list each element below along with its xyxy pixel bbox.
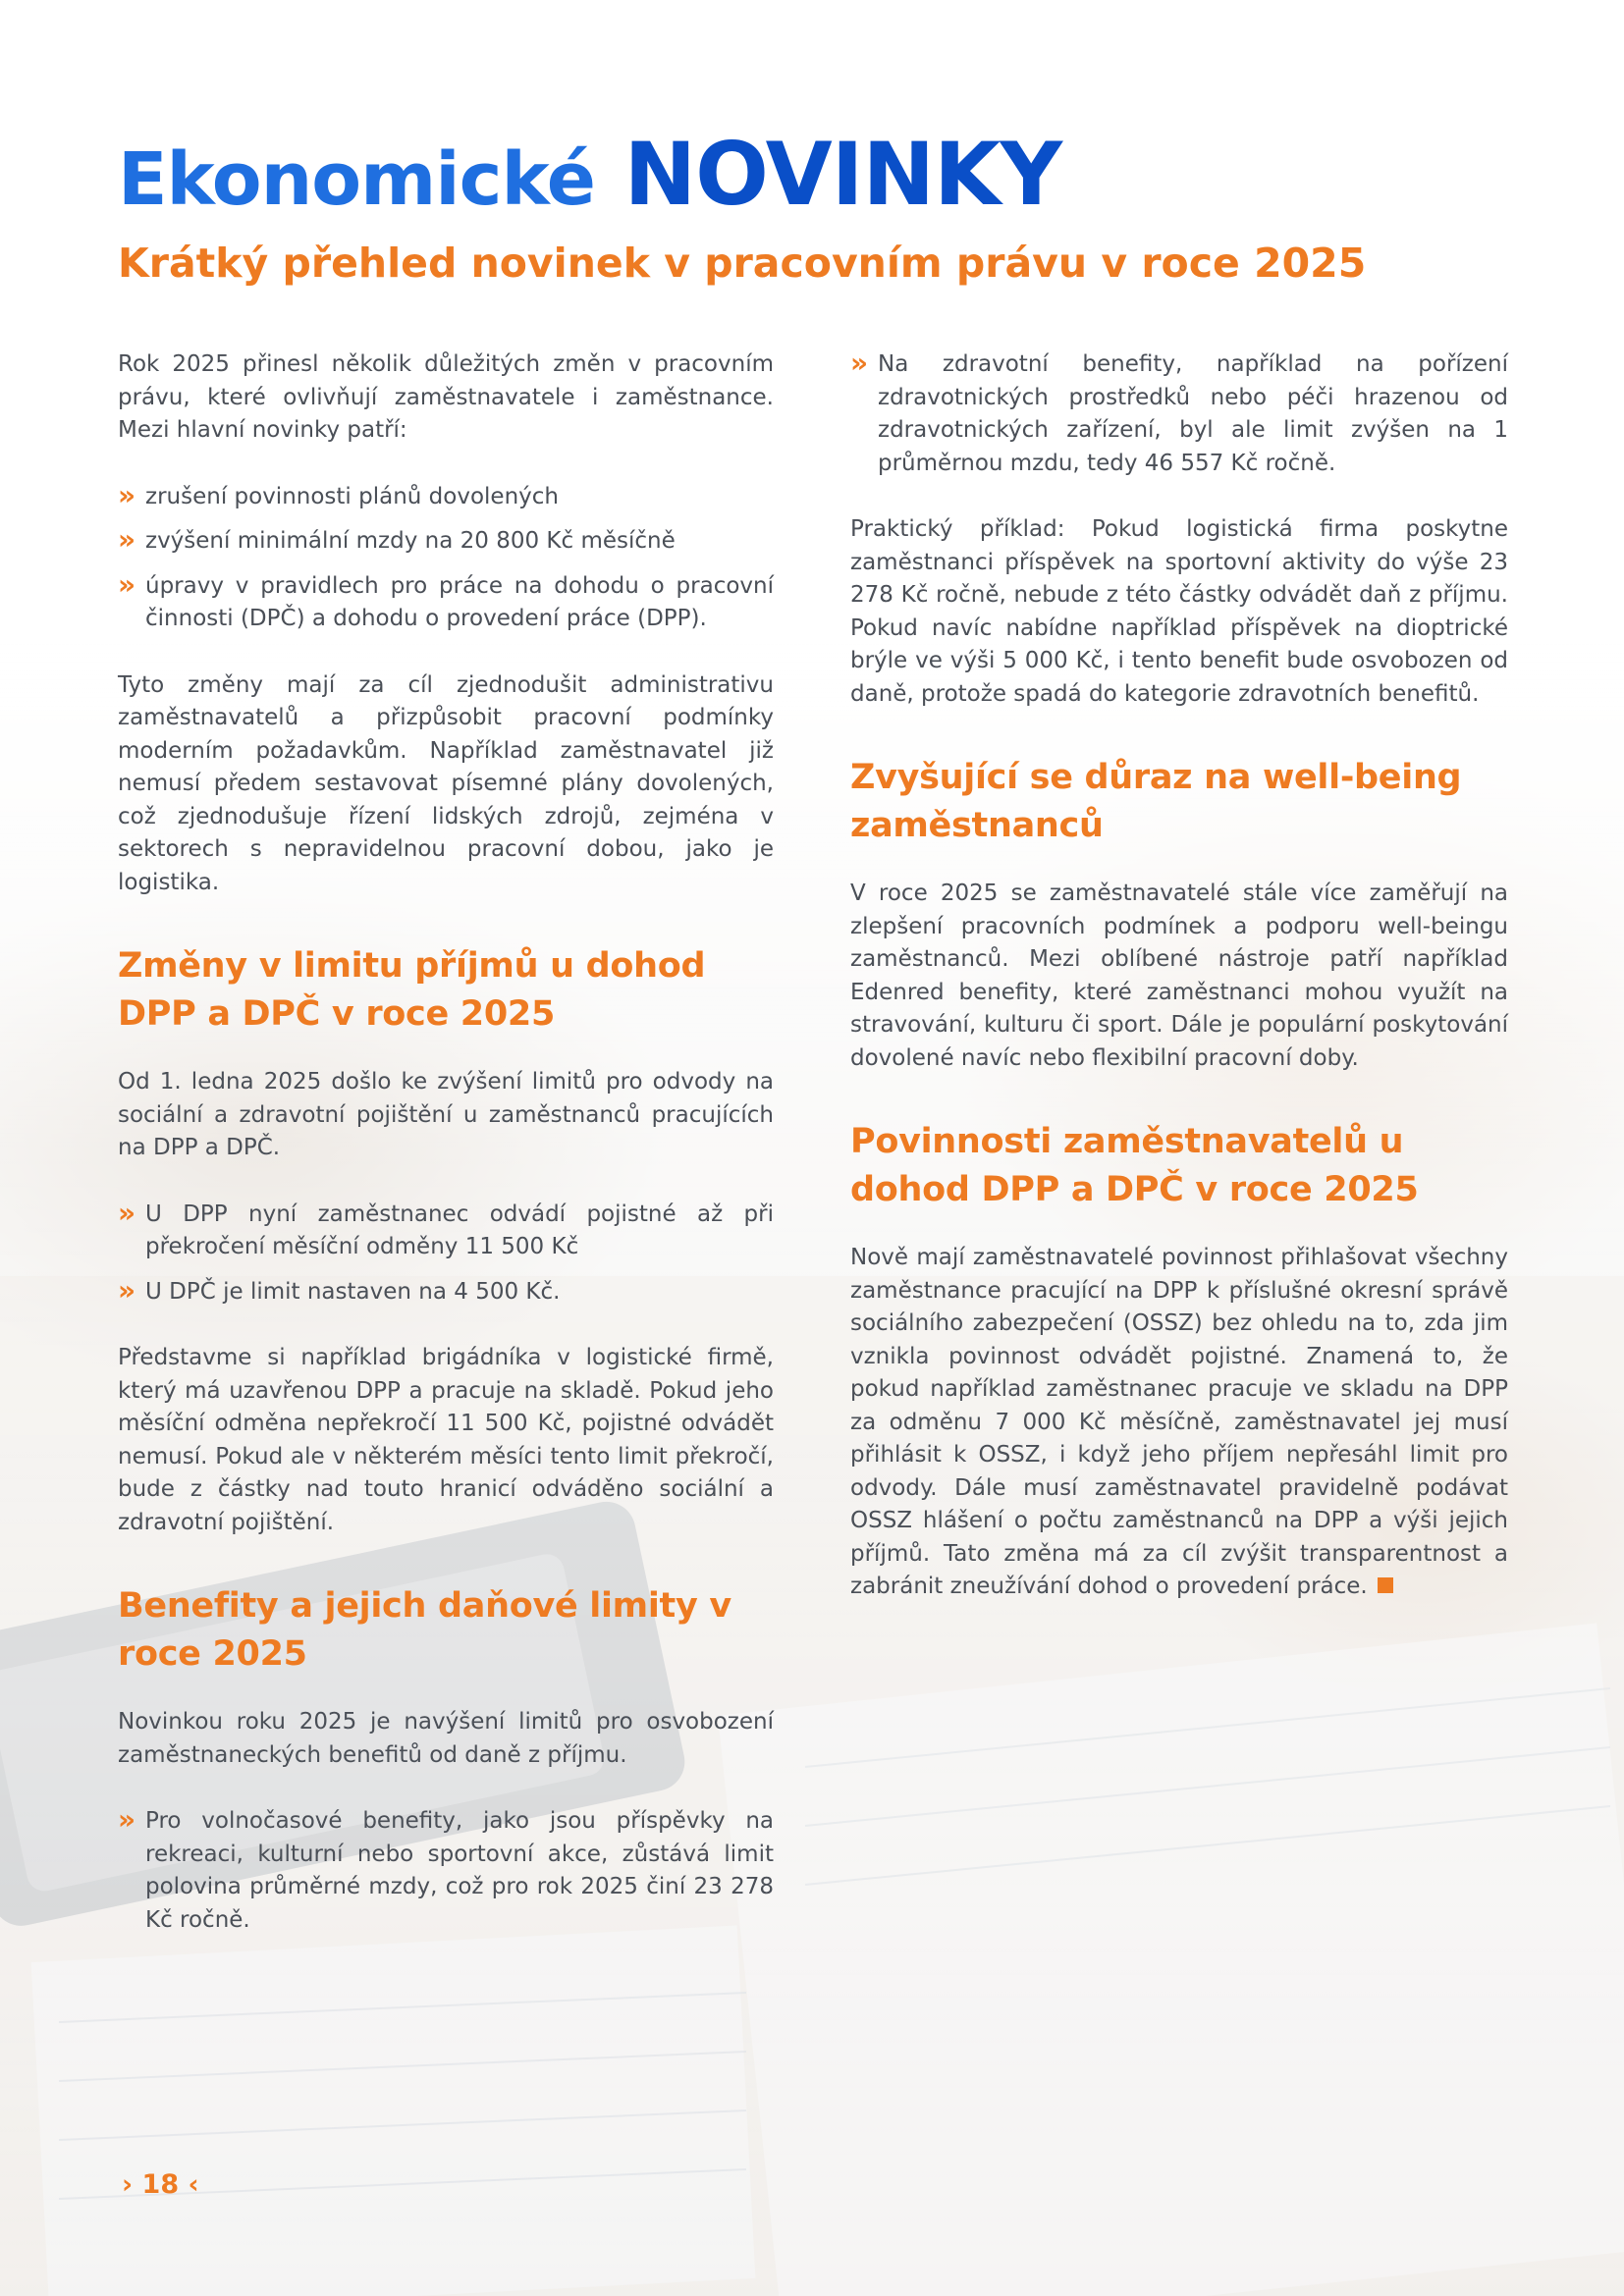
left-column bbox=[118, 348, 774, 1937]
page-subtitle: Krátký přehled novinek v pracovním právu v roce 2025 bbox=[118, 240, 1367, 287]
list-item-text: zvýšení minimální mzdy na 20 800 Kč měsíčně bbox=[145, 528, 676, 554]
chevron-bullet-icon: » bbox=[850, 347, 869, 379]
paragraph: V roce 2025 se zaměstnavatelé stále více zaměřují na zlepšení pracovních podmínek a podporu well-beingu zaměstnanců. Mezi oblíbené nástroje patří například Edenred benefity, které zaměstnanci mohou využít na stravování, kulturu či sport. Dále je populární poskytování dovolené navíc nebo flexibilní pracovní doby. bbox=[850, 881, 1508, 1071]
list-item bbox=[118, 525, 774, 559]
benefit-bullet-list bbox=[118, 1805, 774, 1937]
title-part-1: Ekonomické bbox=[118, 137, 595, 222]
paragraph: Novinkou roku 2025 je navýšení limitů pro osvobození zaměstnaneckých benefitů od daně z příjmu. bbox=[118, 1709, 774, 1768]
section-heading: Změny v limitu příjmů u dohod DPP a DPČ v roce 2025 bbox=[118, 946, 706, 1034]
paragraph bbox=[850, 1242, 1508, 1604]
chevron-bullet-icon: » bbox=[118, 523, 136, 556]
list-item bbox=[118, 1805, 774, 1937]
list-item-text: Na zdravotní benefity, například na pořízení zdravotnických prostředků nebo péči hrazenou od zdravotnických zařízení, byl ale limit zvýšen na 1 průměrnou mzdu, tedy 46 557 Kč ročně. bbox=[878, 351, 1508, 476]
list-item-text: zrušení povinnosti plánů dovolených bbox=[145, 483, 559, 509]
list-item bbox=[118, 1196, 774, 1264]
chevron-bullet-icon: » bbox=[118, 1196, 136, 1229]
list-item bbox=[850, 348, 1508, 480]
paragraph-text: Nově mají zaměstnavatelé povinnost přihlašovat všechny zaměstnance pracující na DPP k příslušné okresní správě sociálního zabezpečení (OSSZ) bez ohledu na to, zda jim vznikla povinnost odvádět pojistné. Znamená to, že pokud například zaměstnanec pracuje ve skladu na DPP za odměnu 7 000 Kč měsíčně, zaměstnavatel jej musí přihlásit k OSSZ, i když jeho příjem nepřesáhl limit pro odvody. Dále musí zaměstnavatel pravidelně podávat OSSZ hlášení o počtu zaměstnanců na DPP a výši jejich příjmů. Tato změna má za cíl zvýšit transparentnost a zabránit zneužívání dohod o provedení práce. bbox=[850, 1245, 1508, 1599]
list-item-text: U DPP nyní zaměstnanec odvádí pojistné až při překročení měsíční odměny 11 500 Kč bbox=[145, 1201, 774, 1259]
title-part-2: NOVINKY bbox=[623, 124, 1062, 225]
chevron-bullet-icon: » bbox=[118, 567, 136, 601]
end-of-article-icon bbox=[1378, 1577, 1393, 1593]
intro-bullet-list bbox=[118, 478, 774, 636]
right-column bbox=[850, 348, 1508, 1604]
health-bullet-list bbox=[850, 348, 1508, 480]
list-item-text: U DPČ je limit nastaven na 4 500 Kč. bbox=[145, 1278, 561, 1305]
chevron-left-icon: ‹ bbox=[188, 2169, 199, 2200]
chevron-bullet-icon: » bbox=[118, 1273, 136, 1307]
intro-paragraph: Rok 2025 přinesl několik důležitých změn v pracovním právu, které ovlivňují zaměstnavatele i zaměstnance. Mezi hlavní novinky patří: bbox=[118, 351, 774, 443]
list-item bbox=[118, 478, 774, 514]
chevron-bullet-icon: » bbox=[118, 1803, 136, 1836]
paragraph: Představme si například brigádníka v logistické firmě, který má uzavřenou DPP a pracuje na skladě. Pokud jeho měsíční odměna nepřekročí 11 500 Kč, pojistné odvádět nemusí. Pokud ale v některém měsíci tento limit překročí, bude z částky nad touto hranicí odváděno sociální a zdravotní pojištění. bbox=[118, 1345, 774, 1535]
page-title bbox=[118, 116, 1061, 239]
paragraph: Praktický příklad: Pokud logistická firma poskytne zaměstnanci příspěvek na sportovní aktivity do výše 23 278 Kč ročně, nebude z této částky odvádět daň z příjmu. Pokud navíc nabídne například příspěvek na dioptrické brýle ve výši 5 000 Kč, i tento benefit bude osvobozen od daně, protože spadá do kategorie zdravotních benefitů. bbox=[850, 516, 1508, 707]
section-heading: Benefity a jejich daňové limity v roce 2025 bbox=[118, 1586, 731, 1674]
chevron-bullet-icon: » bbox=[118, 478, 136, 511]
list-item bbox=[118, 567, 774, 636]
paragraph: Tyto změny mají za cíl zjednodušit administrativu zaměstnavatelů a přizpůsobit pracovní podmínky moderním požadavkům. Například zaměstnavatel již nemusí předem sestavovat písemné plány dovolených, což zjednodušuje řízení lidských zdrojů, zejména v sektorech s nepravidelnou pracovní dobou, jako je logistika. bbox=[118, 671, 774, 895]
section-heading: Povinnosti zaměstnavatelů u dohod DPP a DPČ v roce 2025 bbox=[850, 1122, 1419, 1209]
chevron-right-icon: › bbox=[122, 2169, 134, 2200]
list-item-text: Pro volnočasové benefity, jako jsou příspěvky na rekreaci, kulturní nebo sportovní akce, zůstává limit polovina průměrné mzdy, což pro rok 2025 činí 23 278 Kč ročně. bbox=[145, 1808, 774, 1933]
section-heading: Zvyšující se důraz na well-being zaměstnanců bbox=[850, 758, 1462, 845]
limit-bullet-list bbox=[118, 1196, 774, 1309]
page-number bbox=[122, 2167, 199, 2203]
page-number-value: 18 bbox=[141, 2169, 180, 2200]
paragraph: Od 1. ledna 2025 došlo ke zvýšení limitů pro odvody na sociální a zdravotní pojištění u zaměstnanců pracujících na DPP a DPČ. bbox=[118, 1069, 774, 1160]
list-item-text: úpravy v pravidlech pro práce na dohodu o pracovní činnosti (DPČ) a dohodu o provedení práce (DPP). bbox=[145, 572, 774, 631]
list-item bbox=[118, 1273, 774, 1309]
